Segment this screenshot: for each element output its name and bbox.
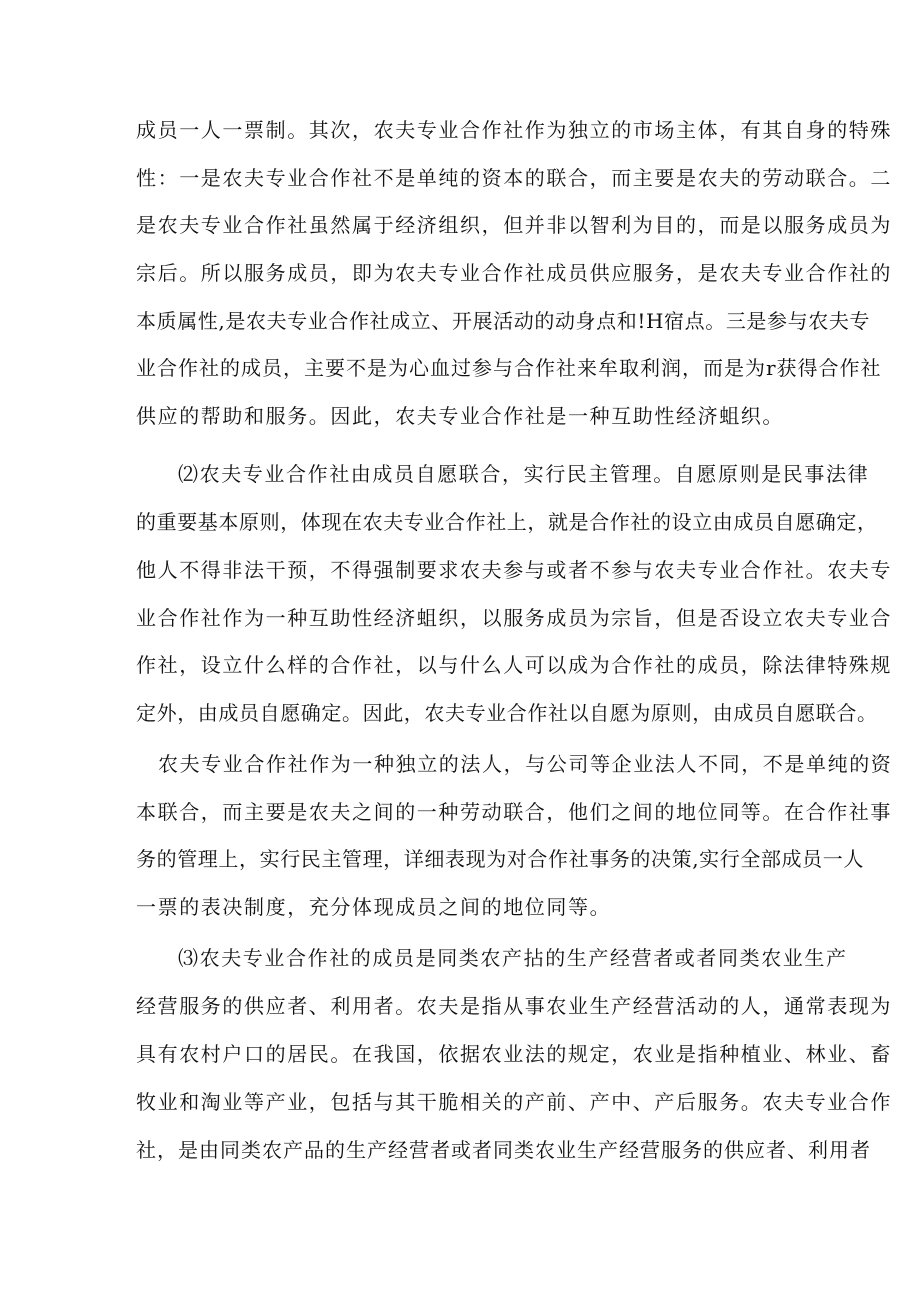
text-line: 本联合，而主要是农夫之间的一种劳动联合，他们之间的地位同等。在合作社事 [136, 800, 892, 824]
text-line: 社，是由同类农产品的生产经营者或者同类农业生产经营服务的供应者、利用者 [136, 1138, 871, 1162]
text-line: 作社，设立什么样的合作社，以与什么人可以成为合作社的成员，除法律特殊规 [136, 653, 892, 677]
text-line: 业合作社作为一种互助性经济蛆织，以服务成员为宗旨，但是否设立农夫专业合 [136, 606, 892, 630]
text-line: 他人不得非法干预，不得强制要求农夫参与或者不参与农夫专业合作社。农夫专 [136, 558, 892, 582]
text-line: 务的管理上，实行民主管理，详细表现为对合作社事务的决策,实行全部成员一人 [136, 847, 864, 871]
text-line: 业合作社的成员，主要不是为心血过参与合作社来牟取利润，而是为r获得合作社 [136, 356, 882, 380]
text-line: 经营服务的供应者、利用者。农夫是指从事农业生产经营活动的人，通常表现为 [136, 994, 892, 1018]
text-line: 的重要基本原则，体现在农夫专业合作社上，就是合作社的设立由成员自愿确定， [136, 510, 878, 534]
text-line: 本质属性,是农夫专业合作社成立、开展活动的动身点和!H宿点。三是参与农夫专 [136, 309, 871, 333]
text-line: 农夫专业合作社作为一种独立的法人，与公司等企业法人不同，不是单纯的资 [158, 752, 893, 776]
text-line: 具有农村户口的居民。在我国，依据农业法的规定，农业是指种植业、林业、畜 [136, 1042, 892, 1066]
text-line: 一票的表决制度，充分体现成员之间的地位同等。 [136, 895, 612, 919]
text-line: 宗后。所以服务成员，即为农夫专业合作社成员供应服务，是农夫专业合作社的 [136, 261, 892, 285]
text-line: ⑵农夫专业合作社由成员自愿联合，实行民主管理。自愿原则是民事法律 [178, 462, 870, 486]
text-line: ⑶农夫专业合作社的成员是同类农产拈的生产经营者或者同类农业生产 [178, 946, 848, 970]
text-line: 定外，由成员自愿确定。因此，农夫专业合作社以自愿为原则，由成员自愿联合。 [136, 701, 878, 725]
text-line: 供应的帮助和服务。因此，农夫专业合作社是一种互助性经济蛆织。 [136, 404, 784, 428]
text-line: 成员一人一票制。其次，农夫专业合作社作为独立的市场主体，有其自身的特殊 [136, 118, 892, 142]
text-line: 是农夫专业合作社虽然属于经济组织，但并非以智利为目的，而是以服务成员为 [136, 213, 892, 237]
text-line: 牧业和淘业等产业，包括与其干脆相关的产前、产中、产后服务。农夫专业合作 [136, 1090, 892, 1114]
text-line: 性：一是农夫专业合作社不是单纯的资本的联合，而主要是农夫的劳动联合。二 [136, 166, 892, 190]
